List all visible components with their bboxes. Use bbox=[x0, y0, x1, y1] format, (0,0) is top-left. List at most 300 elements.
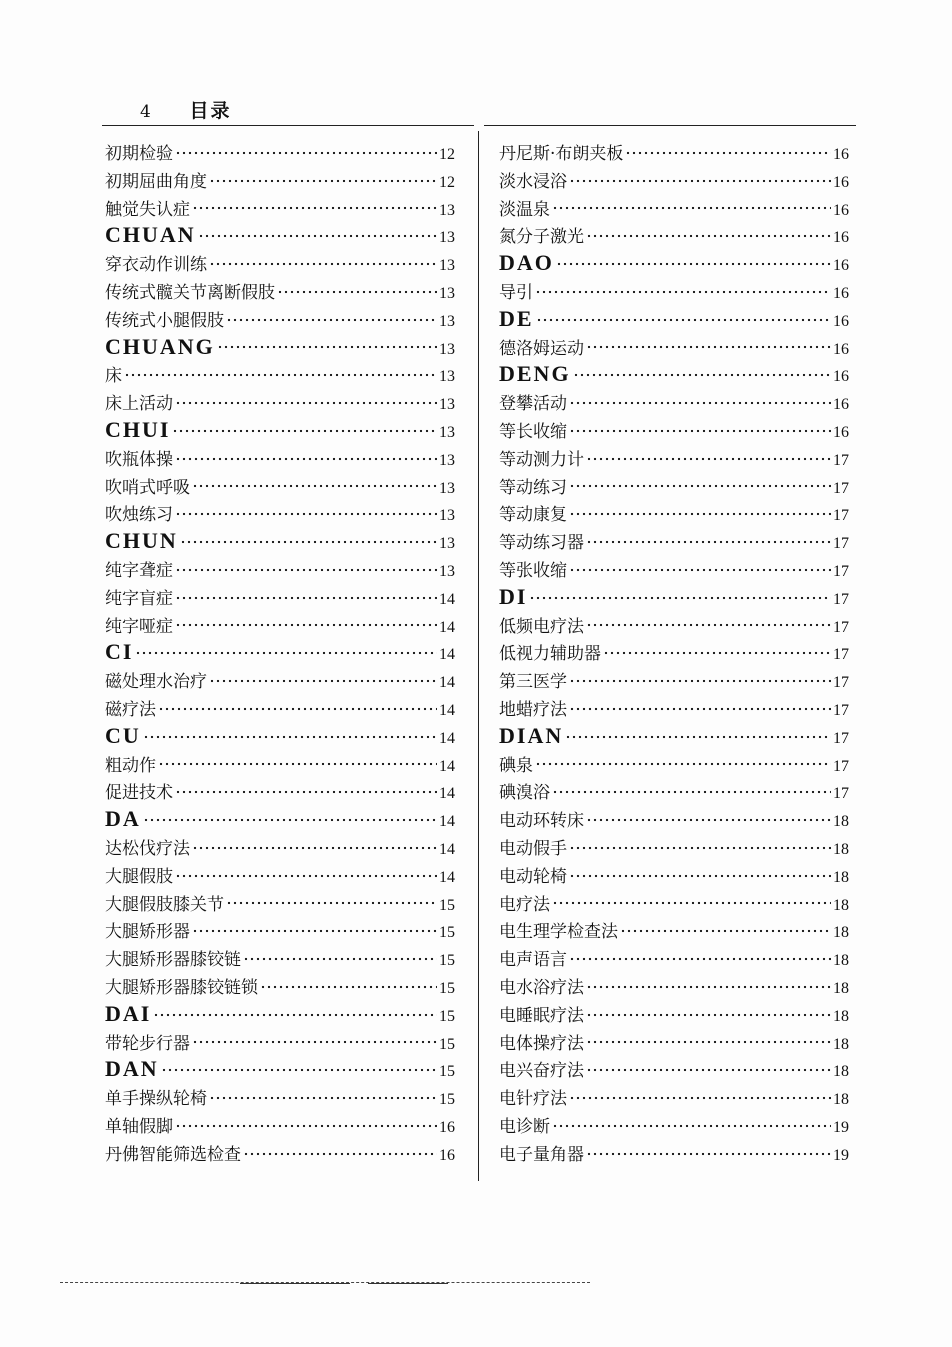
entry-page-number: 16 bbox=[833, 368, 849, 386]
dot-leader bbox=[192, 206, 437, 210]
dot-leader bbox=[175, 596, 437, 600]
dot-leader bbox=[175, 874, 437, 878]
entry-term: 纯字聋症 bbox=[105, 560, 173, 581]
entry-term: 电动环转床 bbox=[499, 811, 584, 832]
entry-term: 德洛姆运动 bbox=[499, 338, 584, 359]
index-entry bbox=[105, 917, 455, 945]
entry-term: 低视力辅助器 bbox=[499, 644, 601, 665]
index-entry bbox=[499, 278, 849, 306]
dot-leader bbox=[569, 707, 831, 711]
dot-leader bbox=[569, 846, 831, 850]
entry-term: 传统式髋关节离断假肢 bbox=[105, 282, 275, 303]
dot-leader bbox=[175, 790, 437, 794]
dot-leader bbox=[569, 512, 831, 516]
entry-page-number: 18 bbox=[833, 1007, 849, 1025]
index-entry bbox=[499, 751, 849, 779]
entry-page-number: 13 bbox=[439, 257, 455, 275]
entry-page-number: 14 bbox=[439, 757, 455, 775]
dot-leader bbox=[529, 596, 831, 600]
entry-term: 大腿假肢膝关节 bbox=[105, 894, 224, 915]
index-entry bbox=[499, 1112, 849, 1140]
entry-term: 电诊断 bbox=[499, 1116, 550, 1137]
entry-term: 电体操疗法 bbox=[499, 1033, 584, 1054]
dot-leader bbox=[565, 735, 831, 739]
dot-leader bbox=[161, 1068, 437, 1072]
index-entry bbox=[105, 1084, 455, 1112]
entry-page-number: 19 bbox=[833, 1146, 849, 1164]
entry-page-number: 18 bbox=[833, 896, 849, 914]
entry-page-number: 15 bbox=[439, 896, 455, 914]
entry-term: 等张收缩 bbox=[499, 560, 567, 581]
index-entry bbox=[499, 890, 849, 918]
entry-page-number: 16 bbox=[833, 312, 849, 330]
index-letter-heading bbox=[105, 222, 455, 250]
index-column-left bbox=[105, 139, 455, 1167]
entry-term: 等动测力计 bbox=[499, 449, 584, 470]
entry-term: 等长收缩 bbox=[499, 421, 567, 442]
index-entry bbox=[499, 973, 849, 1001]
index-entry bbox=[499, 1084, 849, 1112]
dot-leader bbox=[569, 484, 831, 488]
entry-page-number: 17 bbox=[833, 646, 849, 664]
entry-term: 传统式小腿假肢 bbox=[105, 310, 224, 331]
dot-leader bbox=[135, 651, 437, 655]
dot-leader bbox=[175, 457, 437, 461]
dot-leader bbox=[243, 1152, 437, 1156]
entry-term: DI bbox=[499, 583, 528, 609]
entry-page-number: 17 bbox=[833, 590, 849, 608]
index-entry bbox=[499, 612, 849, 640]
index-entry bbox=[499, 1140, 849, 1168]
index-entry bbox=[105, 445, 455, 473]
index-letter-heading bbox=[105, 806, 455, 834]
index-entry bbox=[499, 639, 849, 667]
entry-page-number: 14 bbox=[439, 590, 455, 608]
entry-term: CHUAN bbox=[105, 222, 196, 248]
entry-term: 单手操纵轮椅 bbox=[105, 1089, 207, 1110]
dot-leader bbox=[209, 679, 437, 683]
entry-page-number: 13 bbox=[439, 562, 455, 580]
entry-term: 大腿矫形器膝铰链锁 bbox=[105, 977, 258, 998]
dot-leader bbox=[192, 929, 437, 933]
bottom-rule-segment bbox=[368, 1283, 448, 1284]
index-column-right bbox=[499, 139, 849, 1167]
entry-term: DE bbox=[499, 305, 534, 331]
dot-leader bbox=[536, 318, 831, 322]
entry-term: 纯字盲症 bbox=[105, 588, 173, 609]
entry-page-number: 16 bbox=[833, 423, 849, 441]
entry-page-number: 16 bbox=[833, 146, 849, 163]
entry-page-number: 16 bbox=[833, 201, 849, 219]
entry-page-number: 17 bbox=[833, 535, 849, 553]
index-entry bbox=[499, 556, 849, 584]
entry-term: 氮分子激光 bbox=[499, 227, 584, 248]
entry-term: 碘泉 bbox=[499, 755, 533, 776]
entry-page-number: 17 bbox=[833, 729, 849, 747]
entry-page-number: 18 bbox=[833, 813, 849, 831]
header-rule-right bbox=[484, 125, 856, 126]
index-letter-heading bbox=[499, 723, 849, 751]
dot-leader bbox=[226, 318, 437, 322]
entry-term: 吹哨式呼吸 bbox=[105, 477, 190, 498]
index-entry bbox=[105, 778, 455, 806]
entry-page-number: 15 bbox=[439, 1007, 455, 1025]
index-entry bbox=[105, 361, 455, 389]
index-entry bbox=[105, 584, 455, 612]
entry-page-number: 13 bbox=[439, 396, 455, 414]
index-entry bbox=[105, 1112, 455, 1140]
dot-leader bbox=[209, 262, 437, 266]
entry-page-number: 16 bbox=[833, 257, 849, 275]
entry-page-number: 15 bbox=[439, 979, 455, 997]
entry-term: 地蜡疗法 bbox=[499, 699, 567, 720]
index-entry bbox=[105, 834, 455, 862]
entry-page-number: 19 bbox=[833, 1118, 849, 1136]
entry-page-number: 18 bbox=[833, 924, 849, 942]
index-entry bbox=[499, 389, 849, 417]
entry-page-number: 14 bbox=[439, 618, 455, 636]
column-divider bbox=[478, 131, 479, 1181]
entry-page-number: 14 bbox=[439, 840, 455, 858]
entry-term: 低频电疗法 bbox=[499, 616, 584, 637]
entry-term: DIAN bbox=[499, 722, 564, 748]
index-entry bbox=[105, 667, 455, 695]
entry-page-number: 15 bbox=[439, 1035, 455, 1053]
dot-leader bbox=[277, 290, 437, 294]
entry-page-number: 16 bbox=[439, 1146, 455, 1164]
index-letter-heading bbox=[105, 1001, 455, 1029]
entry-page-number: 13 bbox=[439, 201, 455, 219]
index-entry bbox=[105, 306, 455, 334]
dot-leader bbox=[620, 929, 831, 933]
entry-page-number: 13 bbox=[439, 312, 455, 330]
entry-page-number: 13 bbox=[439, 284, 455, 302]
dot-leader bbox=[569, 874, 831, 878]
entry-page-number: 18 bbox=[833, 840, 849, 858]
page-header bbox=[140, 96, 231, 123]
index-entry bbox=[105, 862, 455, 890]
entry-page-number: 13 bbox=[439, 451, 455, 469]
entry-term: 电动假手 bbox=[499, 838, 567, 859]
entry-page-number: 16 bbox=[833, 173, 849, 191]
entry-term: 丹尼斯·布朗夹板 bbox=[499, 144, 624, 164]
entry-page-number: 17 bbox=[833, 785, 849, 803]
entry-page-number: 13 bbox=[439, 479, 455, 497]
index-entry bbox=[499, 806, 849, 834]
entry-term: 初期屈曲角度 bbox=[105, 171, 207, 192]
entry-page-number: 12 bbox=[439, 146, 455, 163]
entry-page-number: 17 bbox=[833, 479, 849, 497]
entry-term: 床上活动 bbox=[105, 394, 173, 415]
entry-term: 碘溴浴 bbox=[499, 783, 550, 804]
index-entry bbox=[499, 473, 849, 501]
entry-term: 电子量角器 bbox=[499, 1144, 584, 1165]
entry-term: 纯字哑症 bbox=[105, 616, 173, 637]
entry-term: 吹瓶体操 bbox=[105, 449, 173, 470]
entry-term: DAO bbox=[499, 250, 554, 276]
index-letter-heading bbox=[105, 723, 455, 751]
dot-leader bbox=[569, 179, 831, 183]
index-entry bbox=[499, 1056, 849, 1084]
index-entry bbox=[105, 612, 455, 640]
dot-leader bbox=[552, 901, 831, 905]
dot-leader bbox=[192, 484, 437, 488]
index-entry bbox=[105, 167, 455, 195]
index-entry bbox=[105, 139, 455, 167]
entry-term: 等动练习 bbox=[499, 477, 567, 498]
entry-page-number: 13 bbox=[439, 340, 455, 358]
dot-leader bbox=[180, 540, 437, 544]
dot-leader bbox=[175, 568, 437, 572]
index-entry bbox=[499, 695, 849, 723]
entry-term: 促进技术 bbox=[105, 783, 173, 804]
dot-leader bbox=[569, 429, 831, 433]
index-letter-heading bbox=[105, 417, 455, 445]
dot-leader bbox=[175, 1124, 437, 1128]
index-letter-heading bbox=[499, 584, 849, 612]
entry-term: 单轴假脚 bbox=[105, 1116, 173, 1137]
dot-leader bbox=[535, 762, 831, 766]
index-entry bbox=[499, 528, 849, 556]
dot-leader bbox=[569, 568, 831, 572]
entry-term: 淡水浸浴 bbox=[499, 171, 567, 192]
dot-leader bbox=[535, 290, 831, 294]
dot-leader bbox=[625, 151, 831, 155]
bottom-rule-segment bbox=[240, 1283, 350, 1284]
entry-page-number: 13 bbox=[439, 229, 455, 247]
index-entry bbox=[499, 1029, 849, 1057]
dot-leader bbox=[153, 1013, 437, 1017]
index-entry bbox=[105, 556, 455, 584]
entry-term: 电睡眠疗法 bbox=[499, 1005, 584, 1026]
entry-term: 电声语言 bbox=[499, 950, 567, 971]
entry-term: 电疗法 bbox=[499, 894, 550, 915]
entry-page-number: 16 bbox=[439, 1118, 455, 1136]
entry-page-number: 16 bbox=[833, 284, 849, 302]
entry-term: 等动练习器 bbox=[499, 533, 584, 554]
index-entry bbox=[499, 222, 849, 250]
entry-page-number: 18 bbox=[833, 1063, 849, 1081]
index-entry bbox=[499, 500, 849, 528]
index-entry bbox=[105, 973, 455, 1001]
entry-term: 大腿假肢 bbox=[105, 866, 173, 887]
entry-term: 触觉失认症 bbox=[105, 199, 190, 220]
entry-term: CU bbox=[105, 722, 141, 748]
dot-leader bbox=[586, 1152, 831, 1156]
dot-leader bbox=[192, 846, 437, 850]
index-entry bbox=[105, 473, 455, 501]
entry-page-number: 17 bbox=[833, 507, 849, 525]
entry-term: 电针疗法 bbox=[499, 1089, 567, 1110]
dot-leader bbox=[552, 1124, 831, 1128]
entry-page-number: 15 bbox=[439, 1063, 455, 1081]
entry-page-number: 14 bbox=[439, 729, 455, 747]
index-entry bbox=[499, 778, 849, 806]
entry-page-number: 16 bbox=[833, 340, 849, 358]
entry-term: 磁处理水治疗 bbox=[105, 672, 207, 693]
dot-leader bbox=[586, 234, 831, 238]
entry-term: 电水浴疗法 bbox=[499, 977, 584, 998]
entry-page-number: 15 bbox=[439, 1091, 455, 1109]
entry-page-number: 17 bbox=[833, 701, 849, 719]
entry-term: 等动康复 bbox=[499, 505, 567, 526]
entry-page-number: 18 bbox=[833, 1091, 849, 1109]
page-title: 目录 bbox=[189, 100, 232, 122]
dot-leader bbox=[556, 262, 831, 266]
dot-leader bbox=[175, 151, 437, 155]
dot-leader bbox=[143, 818, 437, 822]
entry-page-number: 16 bbox=[833, 396, 849, 414]
entry-page-number: 15 bbox=[439, 924, 455, 942]
dot-leader bbox=[569, 957, 831, 961]
entry-page-number: 15 bbox=[439, 952, 455, 970]
index-entry bbox=[105, 751, 455, 779]
index-entry bbox=[105, 890, 455, 918]
entry-page-number: 14 bbox=[439, 674, 455, 692]
index-entry bbox=[105, 389, 455, 417]
entry-page-number: 18 bbox=[833, 868, 849, 886]
dot-leader bbox=[586, 1013, 831, 1017]
entry-page-number: 18 bbox=[833, 979, 849, 997]
dot-leader bbox=[586, 1068, 831, 1072]
index-letter-heading bbox=[499, 306, 849, 334]
index-entry bbox=[105, 195, 455, 223]
dot-leader bbox=[586, 457, 831, 461]
index-entry bbox=[105, 1140, 455, 1168]
index-entry bbox=[499, 445, 849, 473]
dot-leader bbox=[586, 623, 831, 627]
entry-term: 电兴奋疗法 bbox=[499, 1061, 584, 1082]
entry-page-number: 13 bbox=[439, 423, 455, 441]
dot-leader bbox=[586, 540, 831, 544]
index-entry bbox=[499, 139, 849, 167]
entry-page-number: 18 bbox=[833, 952, 849, 970]
dot-leader bbox=[573, 373, 831, 377]
dot-leader bbox=[586, 1040, 831, 1044]
entry-term: 登攀活动 bbox=[499, 394, 567, 415]
index-entry bbox=[499, 1001, 849, 1029]
dot-leader bbox=[172, 429, 437, 433]
entry-term: 磁疗法 bbox=[105, 699, 156, 720]
entry-page-number: 17 bbox=[833, 674, 849, 692]
index-entry bbox=[105, 1029, 455, 1057]
entry-page-number: 17 bbox=[833, 618, 849, 636]
dot-leader bbox=[158, 762, 437, 766]
dot-leader bbox=[209, 179, 437, 183]
dot-leader bbox=[243, 957, 437, 961]
entry-term: 穿衣动作训练 bbox=[105, 255, 207, 276]
index-letter-heading bbox=[499, 361, 849, 389]
entry-term: 初期检验 bbox=[105, 144, 173, 164]
dot-leader bbox=[552, 206, 831, 210]
index-letter-heading bbox=[499, 250, 849, 278]
dot-leader bbox=[143, 735, 437, 739]
dot-leader bbox=[586, 985, 831, 989]
entry-term: CHUN bbox=[105, 528, 178, 554]
entry-term: 吹烛练习 bbox=[105, 505, 173, 526]
entry-page-number: 14 bbox=[439, 701, 455, 719]
dot-leader bbox=[603, 651, 831, 655]
entry-term: 床 bbox=[105, 366, 122, 387]
entry-term: 大腿矫形器 bbox=[105, 922, 190, 943]
page-number: 4 bbox=[140, 102, 153, 122]
dot-leader bbox=[586, 818, 831, 822]
dot-leader bbox=[198, 234, 437, 238]
entry-page-number: 13 bbox=[439, 535, 455, 553]
entry-term: 电生理学检查法 bbox=[499, 922, 618, 943]
index-entry bbox=[499, 167, 849, 195]
dot-leader bbox=[192, 1040, 437, 1044]
entry-term: DAI bbox=[105, 1000, 152, 1026]
dot-leader bbox=[175, 623, 437, 627]
index-entry bbox=[499, 195, 849, 223]
dot-leader bbox=[124, 373, 437, 377]
entry-page-number: 17 bbox=[833, 562, 849, 580]
entry-page-number: 16 bbox=[833, 229, 849, 247]
entry-term: DAN bbox=[105, 1056, 159, 1082]
index-entry bbox=[499, 667, 849, 695]
index-letter-heading bbox=[105, 528, 455, 556]
dot-leader bbox=[586, 345, 831, 349]
entry-term: 达松伐疗法 bbox=[105, 838, 190, 859]
header-rule-left bbox=[102, 125, 474, 126]
index-entry bbox=[105, 278, 455, 306]
entry-term: DA bbox=[105, 806, 141, 832]
entry-page-number: 14 bbox=[439, 646, 455, 664]
index-entry bbox=[499, 417, 849, 445]
entry-term: 电动轮椅 bbox=[499, 866, 567, 887]
index-entry bbox=[105, 500, 455, 528]
index-entry bbox=[499, 834, 849, 862]
dot-leader bbox=[226, 901, 437, 905]
dot-leader bbox=[569, 1096, 831, 1100]
index-entry bbox=[499, 334, 849, 362]
dot-leader bbox=[552, 790, 831, 794]
index-entry bbox=[499, 917, 849, 945]
index-entry bbox=[105, 695, 455, 723]
dot-leader bbox=[569, 401, 831, 405]
entry-term: CHUI bbox=[105, 416, 171, 442]
index-letter-heading bbox=[105, 639, 455, 667]
entry-term: DENG bbox=[499, 361, 571, 387]
entry-page-number: 13 bbox=[439, 368, 455, 386]
entry-term: 粗动作 bbox=[105, 755, 156, 776]
entry-page-number: 13 bbox=[439, 507, 455, 525]
entry-term: 导引 bbox=[499, 282, 533, 303]
entry-page-number: 17 bbox=[833, 451, 849, 469]
index-entry bbox=[105, 945, 455, 973]
index-entry bbox=[499, 862, 849, 890]
index-entry bbox=[105, 250, 455, 278]
entry-page-number: 12 bbox=[439, 173, 455, 191]
dot-leader bbox=[260, 985, 437, 989]
index-letter-heading bbox=[105, 1056, 455, 1084]
dot-leader bbox=[217, 345, 437, 349]
entry-term: CHUANG bbox=[105, 333, 215, 359]
entry-page-number: 14 bbox=[439, 813, 455, 831]
entry-term: 第三医学 bbox=[499, 672, 567, 693]
entry-page-number: 18 bbox=[833, 1035, 849, 1053]
index-letter-heading bbox=[105, 334, 455, 362]
dot-leader bbox=[569, 679, 831, 683]
dot-leader bbox=[175, 512, 437, 516]
dot-leader bbox=[158, 707, 437, 711]
entry-term: 大腿矫形器膝铰链 bbox=[105, 950, 241, 971]
entry-page-number: 14 bbox=[439, 868, 455, 886]
dot-leader bbox=[175, 401, 437, 405]
entry-term: 带轮步行器 bbox=[105, 1033, 190, 1054]
entry-page-number: 14 bbox=[439, 785, 455, 803]
